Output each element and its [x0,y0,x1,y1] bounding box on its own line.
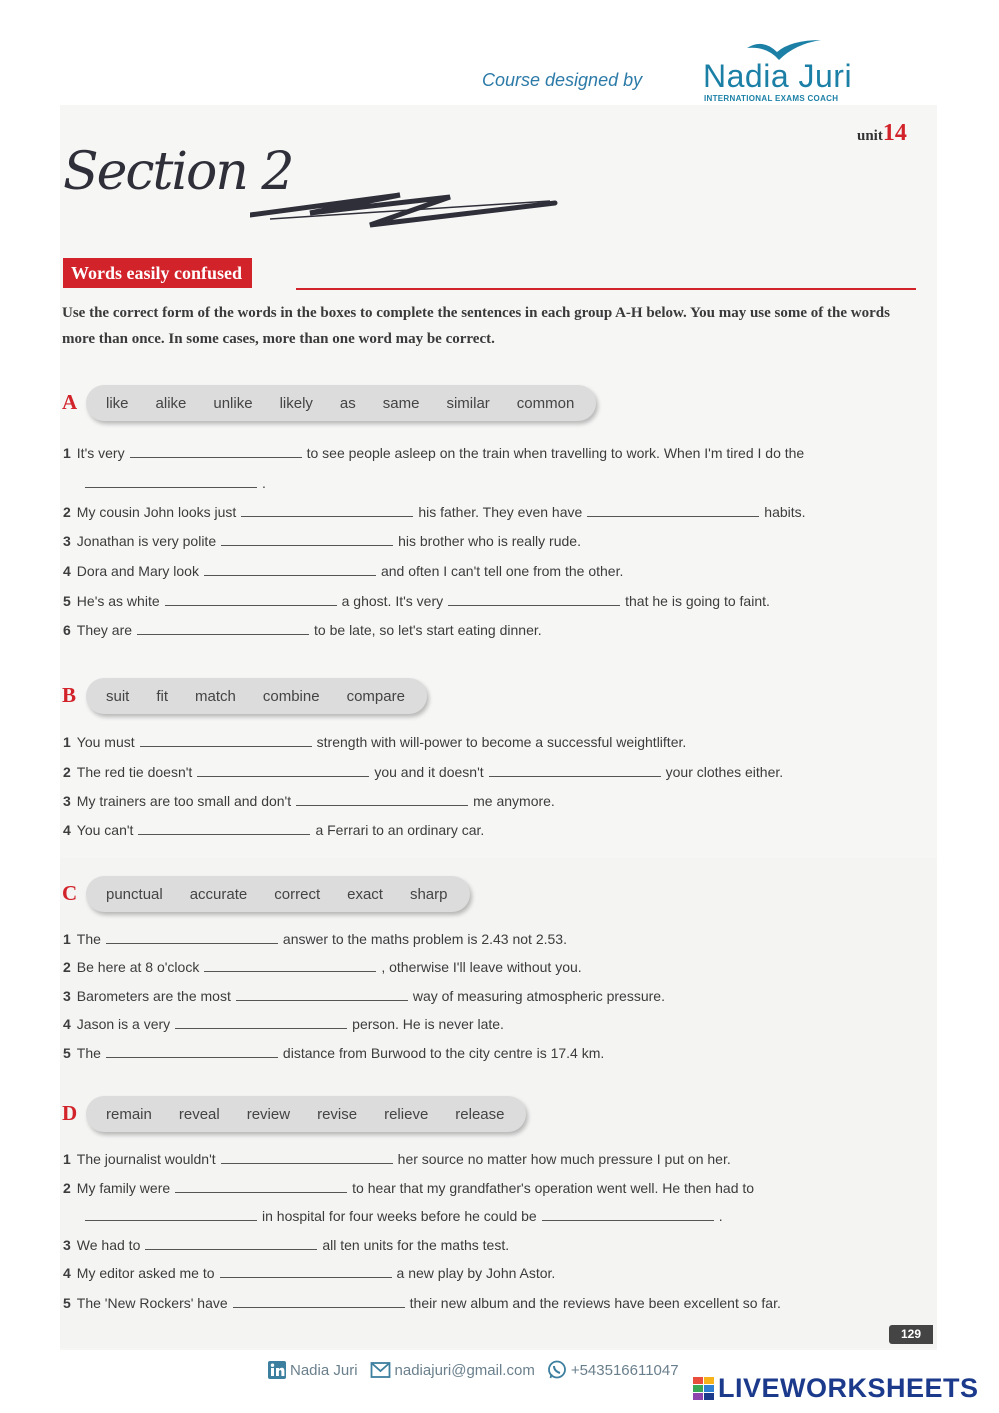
unit-word: unit [857,128,883,144]
word: common [516,394,575,412]
question-number: 3 [63,793,71,809]
question-text: a ghost. It's very [341,593,444,609]
group-letter-b: B [62,683,77,707]
question-c5 [63,1045,604,1061]
question-text: that he is going to faint. [625,593,770,609]
question-text: a new play by John Astor. [396,1265,556,1281]
word: accurate [189,885,248,903]
course-designed-by: Course designed by [482,70,643,90]
question-text: My cousin John looks just [76,504,237,520]
word: reveal [178,1105,220,1123]
question-text: The [76,1045,101,1061]
question-text: his father. They even have [418,504,583,520]
answer-blank[interactable] [197,766,369,777]
footer-name: Nadia Juri [290,1361,358,1379]
question-number: 4 [63,822,71,838]
question-c4 [63,1016,504,1032]
answer-blank[interactable] [138,824,310,835]
question-b4 [63,822,484,838]
question-text: The 'New Rockers' have [76,1295,228,1311]
answer-blank[interactable] [140,736,312,747]
word: as [339,394,356,412]
answer-blank[interactable] [489,766,661,777]
question-d2 [63,1180,754,1196]
banner-rule [296,288,916,290]
question-c3 [63,988,665,1004]
footer-email[interactable]: nadiajuri@gmail.com [394,1361,535,1379]
word: match [195,687,236,705]
question-text: Be here at 8 o'clock [76,959,200,975]
question-text: The journalist wouldn't [76,1151,216,1167]
word: correct [274,885,321,903]
question-text: Dora and Mary look [76,563,199,579]
footer-phone: +543516611047 [570,1361,679,1379]
question-text: They are [76,622,133,638]
question-text: The [76,931,101,947]
whatsapp-icon [547,1360,567,1380]
question-number: 1 [63,445,71,461]
answer-blank[interactable] [221,535,393,546]
question-number: 3 [63,1237,71,1253]
question-text: his brother who is really rude. [398,533,581,549]
question-text: you and it doesn't [374,764,484,780]
question-number: 4 [63,1016,71,1032]
question-text: way of measuring atmospheric pressure. [412,988,665,1004]
question-text: distance from Burwood to the city centre is 17.4 km. [282,1045,605,1061]
answer-blank[interactable] [542,1210,714,1221]
question-text: to be late, so let's start eating dinner. [314,622,542,638]
word: combine [262,687,320,705]
question-d2-continuation [80,1208,723,1224]
question-b3 [63,793,555,809]
word: like [106,394,129,412]
answer-blank[interactable] [241,506,413,517]
question-number: 2 [63,504,71,520]
question-number: 4 [63,563,71,579]
question-c1 [63,931,567,947]
question-text: . [718,1208,723,1224]
question-text: strength with will-power to become a successful weightlifter. [316,734,687,750]
question-number: 5 [63,1045,71,1061]
question-a5 [63,593,770,609]
question-a6 [63,622,542,638]
question-a4 [63,563,623,579]
question-text: , otherwise I'll leave without you. [381,959,582,975]
question-b2 [63,764,783,780]
footer-contact [268,1360,679,1380]
answer-blank[interactable] [220,1267,392,1278]
question-text: their new album and the reviews have been excellent so far. [409,1295,781,1311]
question-text: me anymore. [473,793,555,809]
question-text: My family were [76,1180,171,1196]
answer-blank[interactable] [587,506,759,517]
topic-banner: Words easily confused [63,258,252,288]
word: compare [346,687,405,705]
question-d5 [63,1295,781,1311]
answer-blank[interactable] [106,933,278,944]
question-number: 3 [63,988,71,1004]
question-text: to hear that my grandfather's operation went well. He then had to [352,1180,755,1196]
section-underline-scribble [250,185,560,235]
brand-name: Nadia Juri [703,58,853,94]
email-icon [370,1362,391,1378]
question-number: 6 [63,622,71,638]
question-a1 [63,445,804,461]
answer-blank[interactable] [233,1297,405,1308]
unit-number: 14 [882,120,907,146]
question-text: The red tie doesn't [76,764,193,780]
question-text: Jonathan is very polite [76,533,217,549]
question-text: You can't [76,822,134,838]
question-text: We had to [76,1237,141,1253]
question-text: Barometers are the most [76,988,231,1004]
question-text: to see people asleep on the train when travelling to work. When I'm tired I do the [306,445,805,461]
answer-blank[interactable] [448,595,620,606]
answer-blank[interactable] [175,1182,347,1193]
answer-blank[interactable] [296,795,468,806]
answer-blank[interactable] [130,447,302,458]
question-number: 1 [63,931,71,947]
question-text: your clothes either. [665,764,784,780]
question-text: habits. [764,504,806,520]
word: sharp [409,885,448,903]
question-number: 4 [63,1265,71,1281]
question-number: 2 [63,1180,71,1196]
question-text: You must [76,734,135,750]
word: review [246,1105,291,1123]
question-a2 [63,504,806,520]
word: remain [106,1105,152,1123]
question-text: My editor asked me to [76,1265,215,1281]
question-text: My trainers are too small and don't [76,793,292,809]
question-text: person. He is never late. [352,1016,504,1032]
question-number: 5 [63,593,71,609]
question-number: 2 [63,959,71,975]
question-d1 [63,1151,731,1167]
question-number: 1 [63,734,71,750]
instructions: Use the correct form of the words in the boxes to complete the sentences in each group A-H below. You may use some of the words more than once. In some cases, more than one word may be correct. [62,305,890,347]
word: same [382,394,420,412]
answer-blank[interactable] [165,595,337,606]
answer-blank[interactable] [85,477,257,488]
unit-label [857,120,907,147]
question-a3 [63,533,581,549]
word: unlike [213,394,253,412]
word-box-d [86,1096,526,1132]
word-box-a [86,385,596,421]
answer-blank[interactable] [221,1153,393,1164]
word: exact [347,885,383,903]
liveworksheets-logo [693,1373,979,1404]
word: punctual [106,885,163,903]
answer-blank[interactable] [236,990,408,1001]
question-text: in hospital for four weeks before he could be [262,1208,537,1224]
question-d3 [63,1237,509,1253]
question-text: all ten units for the maths test. [322,1237,510,1253]
question-text: It's very [76,445,125,461]
word: relieve [384,1105,429,1123]
word: revise [317,1105,358,1123]
question-number: 3 [63,533,71,549]
word: fit [156,687,169,705]
answer-blank[interactable] [137,624,309,635]
question-d4 [63,1265,555,1281]
page-number: 129 [889,1325,933,1344]
question-number: 1 [63,1151,71,1167]
question-b1 [63,734,686,750]
answer-blank[interactable] [85,1210,257,1221]
word: likely [279,394,313,412]
question-c2 [63,959,582,975]
word: release [455,1105,505,1123]
question-a1-continuation [80,475,266,491]
liveworksheets-icon [693,1377,715,1401]
answer-blank[interactable] [106,1047,278,1058]
question-text: . [262,475,266,491]
answer-blank[interactable] [175,1018,347,1029]
word: alike [155,394,187,412]
question-number: 2 [63,764,71,780]
word: suit [106,687,130,705]
group-letter-a: A [62,390,78,414]
question-text: He's as white [76,593,160,609]
brand-subtitle: INTERNATIONAL EXAMS COACH [704,94,839,103]
answer-blank[interactable] [204,961,376,972]
question-number: 5 [63,1295,71,1311]
group-letter-d: D [62,1101,78,1125]
section-title: Section 2 [63,142,293,202]
liveworksheets-wordmark: LIVEWORKSHEETS [718,1373,979,1403]
word-box-b [86,678,427,714]
question-text: Jason is a very [76,1016,171,1032]
linkedin-icon [268,1361,286,1379]
group-letter-c: C [62,881,78,905]
word: similar [446,394,490,412]
question-text: her source no matter how much pressure I put on her. [397,1151,731,1167]
answer-blank[interactable] [204,565,376,576]
question-text: a Ferrari to an ordinary car. [315,822,485,838]
answer-blank[interactable] [145,1239,317,1250]
question-text: and often I can't tell one from the other. [380,563,624,579]
question-text: answer to the maths problem is 2.43 not 2.53. [282,931,567,947]
word-box-c [86,876,470,912]
